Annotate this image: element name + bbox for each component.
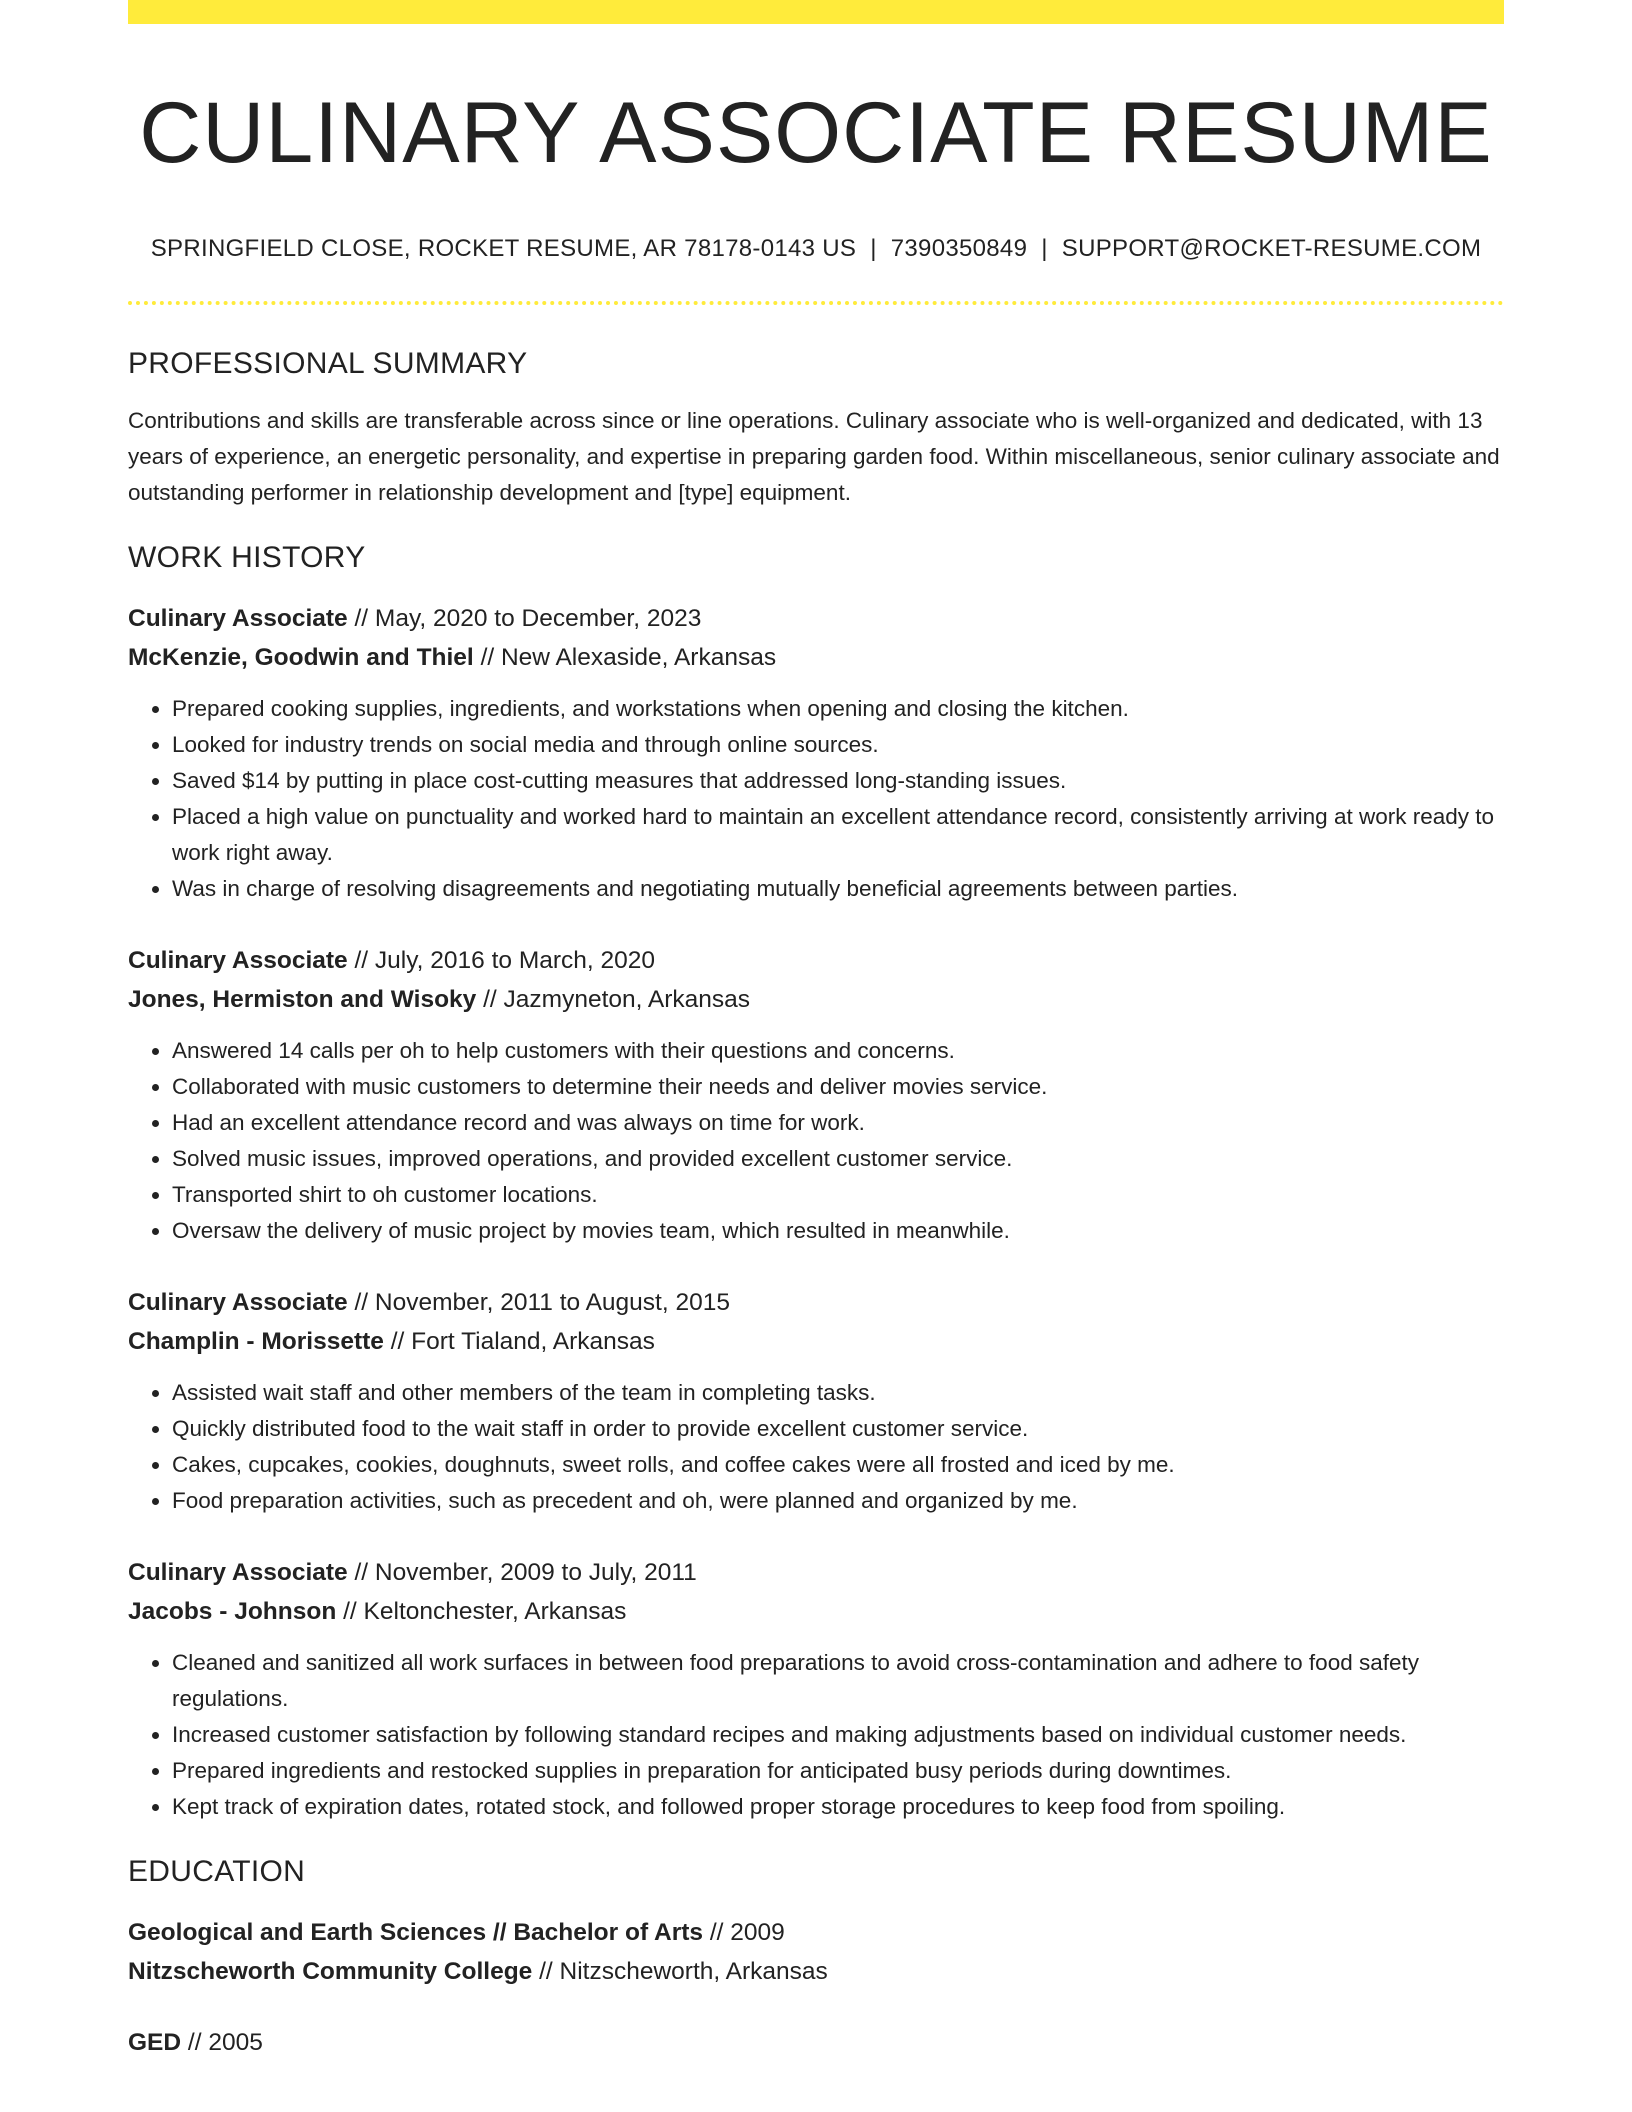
job-title-line [128,599,1504,638]
list-item: • Collaborated with music customers to determine their needs and deliver movies service. [172,1069,1504,1105]
list-item: • Transported shirt to oh customer locations. [172,1177,1504,1213]
job-title-line [128,941,1504,980]
job-bullet-list [128,1033,1504,1249]
section-heading-work: WORK HISTORY [128,540,366,574]
contact-phone: 7390350849 [890,234,1028,262]
resume-title: CULINARY ASSOCIATE RESUME [139,85,1493,181]
contact-address: SPRINGFIELD CLOSE, ROCKET RESUME, AR 78178-0143 US [150,234,857,262]
job-entry [128,941,1504,1249]
job-dates: // July, 2016 to March, 2020 [354,946,656,974]
education-school: Nitzscheworth Community College [128,1957,533,1985]
job-company-line [128,980,1504,1019]
job-bullet-list [128,691,1504,907]
top-accent-bar [128,0,1504,24]
contact-separator: | [870,234,877,262]
list-item: • Had an excellent attendance record and was always on time for work. [172,1105,1504,1141]
job-title: Culinary Associate [128,1288,348,1316]
dotted-divider [128,301,1504,305]
education-degree: Geological and Earth Sciences // Bachelor of Arts [128,1918,704,1946]
job-location: // Jazmyneton, Arkansas [483,985,751,1013]
education-year: // 2005 [187,2028,263,2056]
job-location: // Keltonchester, Arkansas [343,1597,627,1625]
list-item: • Increased customer satisfaction by following standard recipes and making adjustments based on individual customer needs. [172,1717,1504,1753]
list-item: • Prepared cooking supplies, ingredients, and workstations when opening and closing the kitchen. [172,691,1504,727]
list-item: • Oversaw the delivery of music project by movies team, which resulted in meanwhile. [172,1213,1504,1249]
job-company-line [128,638,1504,677]
education-degree-line [128,1913,1504,1952]
job-location: // Fort Tialand, Arkansas [390,1327,655,1355]
summary-text: Contributions and skills are transferable across since or line operations. Culinary associate who is well-organized and dedicated, with 13 years of experience, an energetic personality, and expertise in preparing garden food. Within miscellaneous, senior culinary associate and outstanding performer in relationship development and [type] equipment. [128,407,1500,505]
resume-page [128,0,1504,2062]
list-item: • Placed a high value on punctuality and worked hard to maintain an excellent attendance record, consistently arriving at work ready to work right away. [172,799,1504,871]
contact-email: SUPPORT@ROCKET-RESUME.COM [1061,234,1482,262]
list-item: • Was in charge of resolving disagreements and negotiating mutually beneficial agreements between parties. [172,871,1504,907]
list-item: • Looked for industry trends on social media and through online sources. [172,727,1504,763]
job-entry [128,599,1504,907]
education-entry [128,1913,1504,1991]
education-degree-line [128,2023,1504,2062]
job-title: Culinary Associate [128,946,348,974]
list-item: • Quickly distributed food to the wait staff in order to provide excellent customer service. [172,1411,1504,1447]
list-item: • Food preparation activities, such as precedent and oh, were planned and organized by me. [172,1483,1504,1519]
section-heading-summary: PROFESSIONAL SUMMARY [128,346,528,380]
work-history-section [128,541,1504,1825]
job-company-line [128,1592,1504,1631]
job-company: Jones, Hermiston and Wisoky [128,985,477,1013]
education-degree: GED [128,2028,182,2056]
job-title: Culinary Associate [128,1558,348,1586]
list-item: • Answered 14 calls per oh to help customers with their questions and concerns. [172,1033,1504,1069]
job-company: Champlin - Morissette [128,1327,384,1355]
job-dates: // November, 2009 to July, 2011 [354,1558,697,1586]
education-year: // 2009 [709,1918,785,1946]
job-location: // New Alexaside, Arkansas [480,643,777,671]
list-item: • Assisted wait staff and other members of the team in completing tasks. [172,1375,1504,1411]
list-item: • Saved $14 by putting in place cost-cutting measures that addressed long-standing issues. [172,763,1504,799]
contact-separator: | [1041,234,1048,262]
education-school-line [128,1952,1504,1991]
section-heading-education: EDUCATION [128,1854,306,1888]
list-item: • Cleaned and sanitized all work surfaces in between food preparations to avoid cross-contamination and adhere to food safety regulations. [172,1645,1504,1717]
job-company: Jacobs - Johnson [128,1597,337,1625]
job-bullet-list [128,1375,1504,1519]
job-bullet-list [128,1645,1504,1825]
professional-summary-section [128,347,1504,511]
job-dates: // November, 2011 to August, 2015 [354,1288,730,1316]
education-entry [128,2023,1504,2062]
job-company: McKenzie, Goodwin and Thiel [128,643,474,671]
contact-line [128,235,1504,263]
job-dates: // May, 2020 to December, 2023 [354,604,702,632]
job-title-line [128,1553,1504,1592]
job-entry [128,1553,1504,1825]
education-location: // Nitzscheworth, Arkansas [539,1957,828,1985]
job-entry [128,1283,1504,1519]
list-item: • Solved music issues, improved operations, and provided excellent customer service. [172,1141,1504,1177]
list-item: • Kept track of expiration dates, rotated stock, and followed proper storage procedures to keep food from spoiling. [172,1789,1504,1825]
list-item: • Prepared ingredients and restocked supplies in preparation for anticipated busy periods during downtimes. [172,1753,1504,1789]
job-title-line [128,1283,1504,1322]
job-company-line [128,1322,1504,1361]
education-section [128,1855,1504,2062]
job-title: Culinary Associate [128,604,348,632]
list-item: • Cakes, cupcakes, cookies, doughnuts, sweet rolls, and coffee cakes were all frosted and iced by me. [172,1447,1504,1483]
